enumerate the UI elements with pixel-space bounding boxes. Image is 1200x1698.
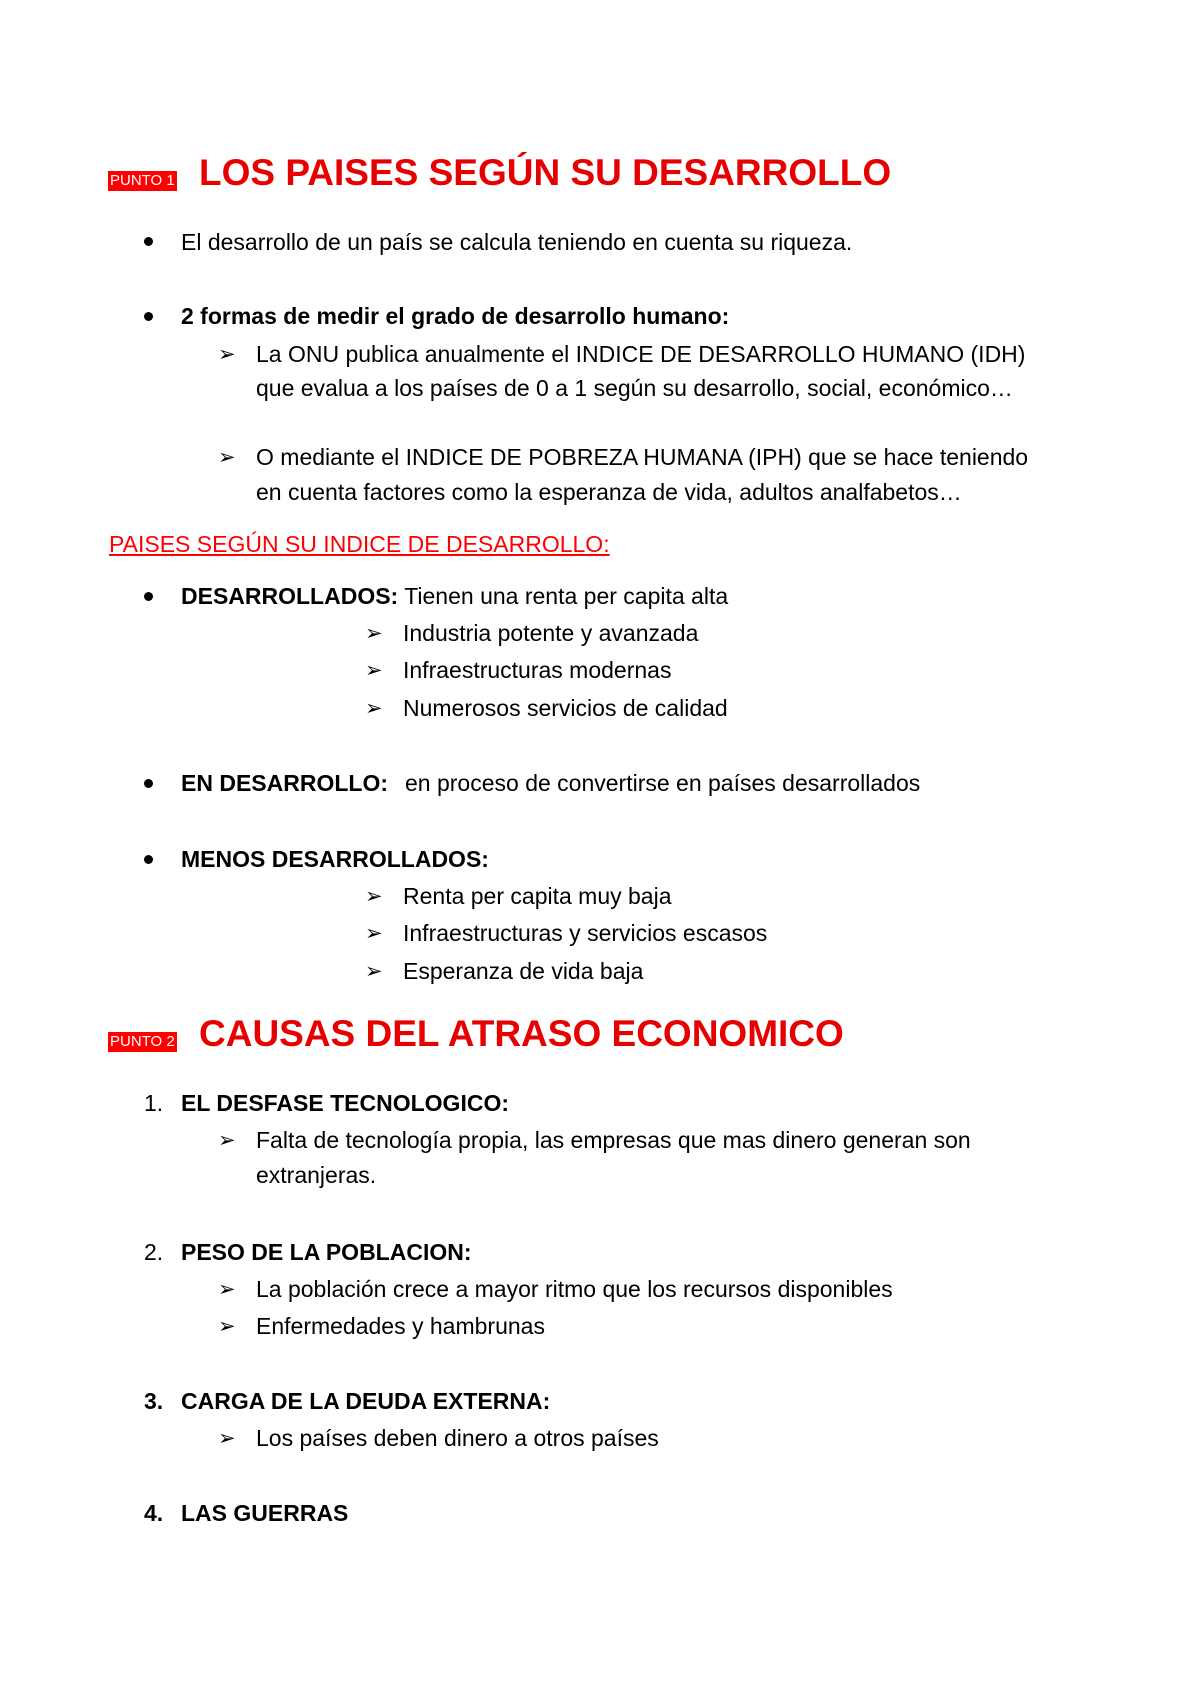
measure-2-line-2: en cuenta factores como la esperanza de vida, adultos analfabetos… [256,479,962,505]
cause-2-number: 2. [144,1239,164,1265]
developed-item: Industria potente y avanzada [403,620,699,646]
least-developed-item: Infraestructuras y servicios escasos [403,920,768,946]
arrow-bullet-icon: ➢ [365,658,383,682]
measure-2-line-1: O mediante el INDICE DE POBREZA HUMANA (IPH) que se hace teniendo [256,444,1029,470]
arrow-bullet-icon: ➢ [365,921,383,945]
arrow-bullet-icon: ➢ [365,621,383,645]
least-developed-item: Renta per capita muy baja [403,883,672,909]
cause-1-number: 1. [144,1090,164,1116]
intro-text: El desarrollo de un país se calcula teniendo en cuenta su riqueza. [181,229,853,255]
least-developed-label: MENOS DESARROLLADOS: [181,846,489,872]
section-2-title: CAUSAS DEL ATRASO ECONOMICO [199,1013,844,1054]
cause-2-title: PESO DE LA POBLACION: [181,1239,472,1265]
developed-text: Tienen una renta per capita alta [398,583,729,609]
punto-1-badge: PUNTO 1 [110,172,175,189]
measure-1-line-1: La ONU publica anualmente el INDICE DE DESARROLLO HUMANO (IDH) [256,341,1026,367]
cause-2-item: La población crece a mayor ritmo que los recursos disponibles [256,1276,893,1302]
cause-3-item: Los países deben dinero a otros países [256,1425,659,1451]
bullet-dot-icon [144,855,153,864]
punto-2-badge: PUNTO 2 [110,1033,175,1050]
bullet-dot-icon [144,779,153,788]
cause-3-title: CARGA DE LA DEUDA EXTERNA: [181,1388,551,1414]
arrow-bullet-icon: ➢ [365,696,383,720]
measure-1-line-2: que evalua a los países de 0 a 1 según su desarrollo, social, económico… [256,375,1013,401]
cause-4-number: 4. [144,1500,164,1526]
developed-line [181,581,728,611]
arrow-bullet-icon: ➢ [218,1314,236,1338]
cause-3-number: 3. [144,1388,164,1414]
developed-item: Infraestructuras modernas [403,657,672,683]
bullet-dot-icon [144,592,153,601]
developed-label: DESARROLLADOS: [181,583,399,609]
arrow-bullet-icon: ➢ [218,1426,236,1450]
cause-1-title: EL DESFASE TECNOLOGICO: [181,1090,509,1116]
arrow-bullet-icon: ➢ [365,884,383,908]
subheading-development-index: PAISES SEGÚN SU INDICE DE DESARROLLO: [109,531,610,557]
developing-text: en proceso de convertirse en países desarrollados [405,770,921,796]
least-developed-item: Esperanza de vida baja [403,958,644,984]
developing-label: EN DESARROLLO: [181,770,388,796]
arrow-bullet-icon: ➢ [365,959,383,983]
arrow-bullet-icon: ➢ [218,1128,236,1152]
developed-item: Numerosos servicios de calidad [403,695,728,721]
bullet-dot-icon [144,237,153,246]
section-1-title: LOS PAISES SEGÚN SU DESARROLLO [199,152,892,193]
measures-heading: 2 formas de medir el grado de desarrollo humano: [181,303,730,329]
arrow-bullet-icon: ➢ [218,1277,236,1301]
cause-1-item-line-1: Falta de tecnología propia, las empresas que mas dinero generan son [256,1127,971,1153]
cause-4-title: LAS GUERRAS [181,1500,349,1526]
bullet-dot-icon [144,312,153,321]
arrow-bullet-icon: ➢ [218,342,236,366]
cause-2-item: Enfermedades y hambrunas [256,1313,545,1339]
cause-1-item-line-2: extranjeras. [256,1162,377,1188]
arrow-bullet-icon: ➢ [218,445,236,469]
